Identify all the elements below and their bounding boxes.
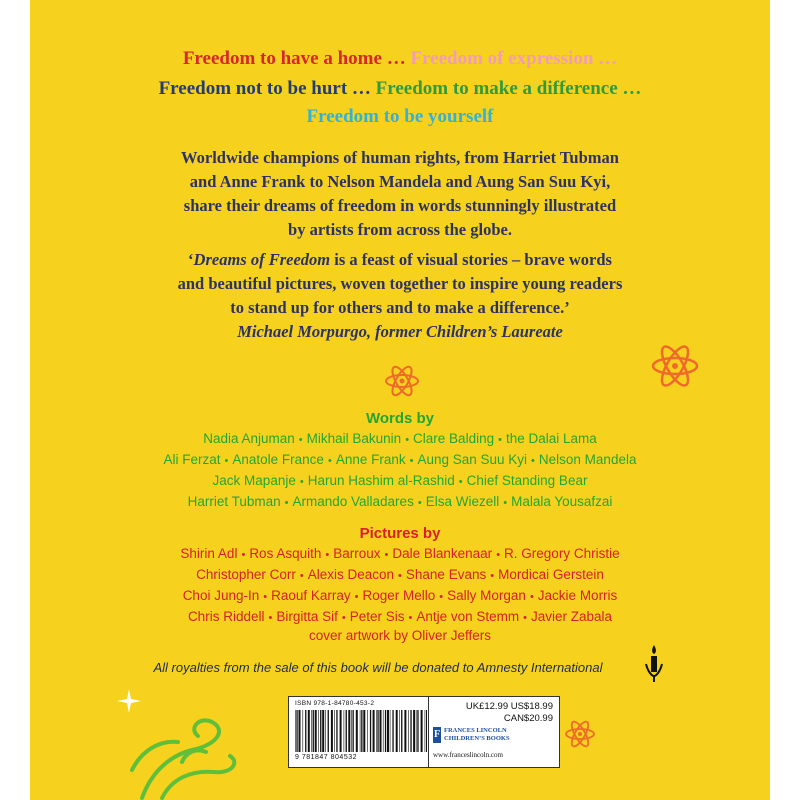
contributor-name: R. Gregory Christie [504,546,620,561]
bullet-separator: • [299,570,304,582]
bullet-separator: • [439,591,444,603]
bullet-separator: • [341,612,346,624]
bullet-separator: • [498,434,502,446]
quote-line-3: to stand up for others and to make a difference.’ [230,298,570,317]
atom-doodle-icon [648,342,702,390]
atom-doodle-icon [382,364,422,398]
bullet-separator: • [496,549,501,561]
quote-book-title: Dreams of Freedom [193,250,331,269]
contributor-name: Anatole France [232,452,324,467]
contributor-name: Aung San Suu Kyi [417,452,528,467]
publisher-name-line-1: FRANCES LINCOLN [444,727,507,734]
quote-line-1 [30,250,770,270]
price-uk-us: UK£12.99 US$18.99 [465,701,553,712]
publisher-url: www.franceslincoln.com [433,751,503,759]
price-can: CAN$20.99 [503,713,553,724]
bullet-separator: • [503,497,508,509]
bullet-separator: • [327,455,332,467]
contributor-name: Malala Yousafzai [511,494,613,509]
contributor-name: Mikhail Bakunin [306,431,402,446]
contributor-name: Mordicai Gerstein [498,567,604,582]
quote-line-1-rest: is a feast of visual stories – brave words [330,250,612,269]
pictures-by-heading: Pictures by [359,525,441,542]
bullet-separator: • [531,455,535,467]
bullet-separator: • [284,497,289,509]
contributor-name: Javier Zabala [531,609,613,624]
tagline-home: Freedom to have a home … [182,48,406,69]
bullet-separator: • [384,549,389,561]
names-row [30,494,770,509]
contributor-name: Ros Asquith [249,546,322,561]
quote-open-mark: ‘ [188,250,194,269]
bullet-separator: • [409,455,414,467]
blurb-line: share their dreams of freedom in words stunningly illustrated [183,196,617,215]
tagline-expression: Freedom of expression … [410,48,618,69]
tagline-not-hurt: Freedom not to be hurt … [158,78,371,99]
bullet-separator: • [268,612,273,624]
contributor-name: Peter Sis [349,609,405,624]
isbn-text: ISBN 978-1-84780-453-2 [295,700,375,707]
bullet-separator: • [224,455,229,467]
quote-line-2: and beautiful pictures, woven together to inspire young readers [177,274,623,293]
names-row [30,609,770,624]
bullet-separator: • [299,476,304,488]
contributor-name: Harun Hashim al-Rashid [307,473,455,488]
contributor-name: Barroux [333,546,381,561]
contributor-name: Nelson Mandela [538,452,637,467]
barcode-number: 9 781847 804532 [295,754,357,761]
contributor-name: Antje von Stemm [416,609,520,624]
contributor-name: Chris Riddell [187,609,265,624]
words-by-heading: Words by [365,410,435,427]
green-swirl-doodle-icon [122,700,252,800]
bullet-separator: • [458,476,463,488]
cover-artwork-credit: cover artwork by Oliver Jeffers [308,628,492,643]
book-back-cover [30,0,770,800]
bullet-separator: • [529,591,534,603]
names-row [30,473,770,488]
bullet-separator: • [325,549,330,561]
bullet-separator: • [298,434,303,446]
contributor-name: Anne Frank [335,452,406,467]
names-row [30,567,770,582]
names-row [30,546,770,561]
contributor-name: Dale Blankenaar [392,546,493,561]
contributor-name: Jackie Morris [537,588,618,603]
blurb-line: Worldwide champions of human rights, from Harriet Tubman [181,148,619,167]
contributor-name: Raouf Karray [271,588,351,603]
contributor-name: Jack Mapanje [212,473,296,488]
contributor-name: Choi Jung-In [182,588,260,603]
publisher-name [444,727,510,743]
contributor-name: Roger Mello [362,588,436,603]
bullet-separator: • [408,612,413,624]
contributor-name: Ali Ferzat [163,452,221,467]
contributor-name: Elsa Wiezell [425,494,500,509]
contributor-name: Sally Morgan [447,588,526,603]
bullet-separator: • [354,591,359,603]
bullet-separator: • [405,434,410,446]
tagline-difference: Freedom to make a difference … [375,78,642,99]
contributor-name: Shirin Adl [180,546,238,561]
tagline-line-2 [30,78,770,100]
price-box [428,696,560,768]
contributor-name: Nadia Anjuman [203,431,295,446]
bullet-separator: • [398,570,402,582]
tagline-be-yourself: Freedom to be yourself [306,106,494,127]
amnesty-candle-icon [642,642,666,684]
blurb-line: by artists from across the globe. [288,220,512,239]
contributor-name: Alexis Deacon [307,567,395,582]
publisher-name-line-2: CHILDREN’S BOOKS [444,735,510,742]
publisher-logo: F [433,727,441,743]
contributor-name: Armando Valladares [292,494,414,509]
blurb-line: and Anne Frank to Nelson Mandela and Aung San Suu Kyi, [189,172,611,191]
names-row [30,588,770,603]
names-row [30,452,770,467]
contributor-name: Birgitta Sif [276,609,338,624]
quote-attribution: Michael Morpurgo, former Children’s Laureate [237,322,563,341]
contributor-name: the Dalai Lama [505,431,597,446]
atom-doodle-icon [562,718,598,750]
barcode-bars [295,710,427,752]
contributor-name: Harriet Tubman [187,494,281,509]
royalty-note: All royalties from the sale of this book will be donated to Amnesty International [153,660,603,675]
bullet-separator: • [417,497,422,509]
contributor-name: Shane Evans [405,567,487,582]
bullet-separator: • [490,570,495,582]
contributor-name: Clare Balding [413,431,495,446]
contributor-name: Chief Standing Bear [466,473,588,488]
tagline-line-1 [30,48,770,70]
contributor-name: Christopher Corr [196,567,296,582]
names-row [30,431,770,446]
bullet-separator: • [263,591,268,603]
bullet-separator: • [241,549,246,561]
bullet-separator: • [523,612,528,624]
